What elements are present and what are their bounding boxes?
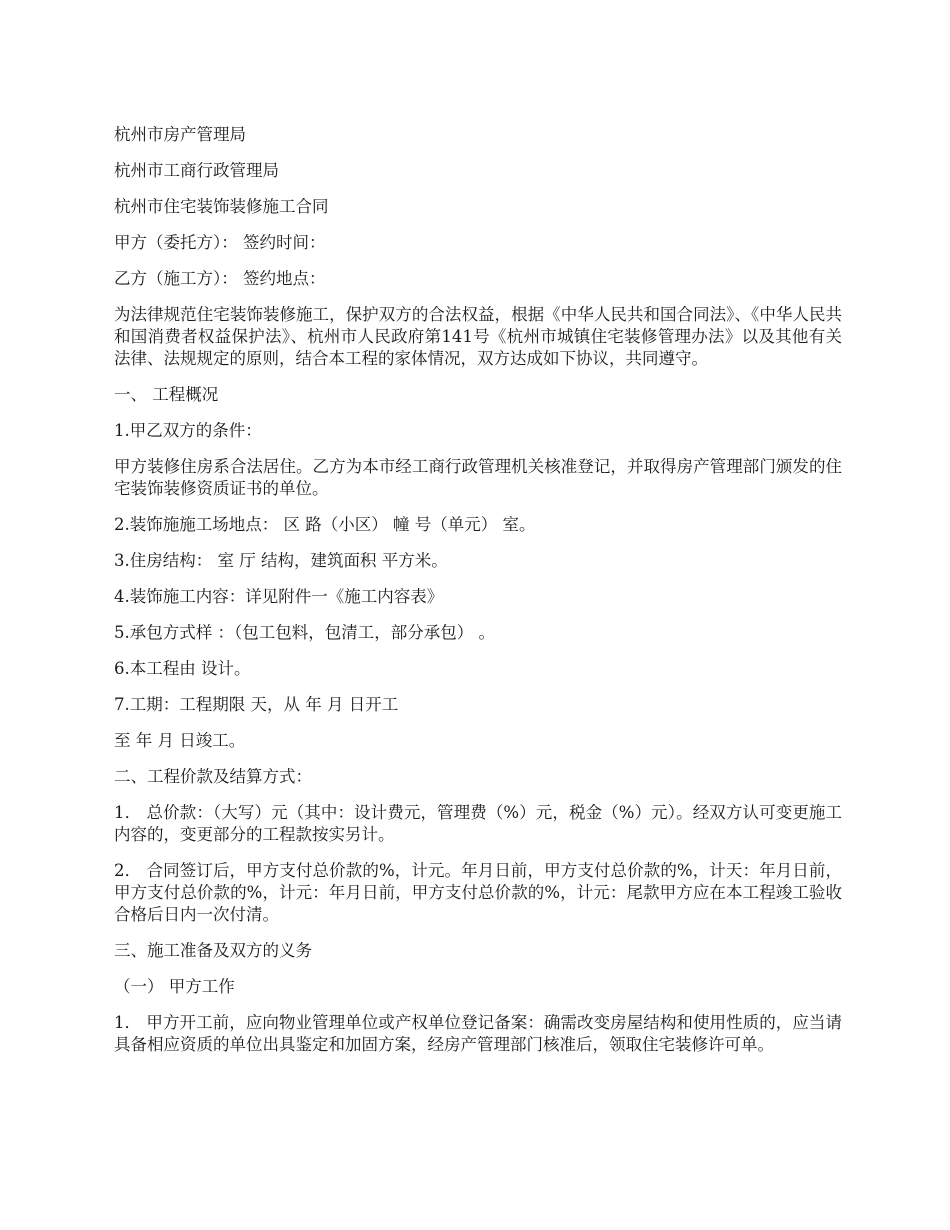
- section-heading-overview: 一、 工程概况: [114, 385, 219, 404]
- clause-4-content: 4.装饰施工内容：详见附件一《施工内容表》: [114, 587, 444, 606]
- clause-6-design: 6.本工程由 设计。: [114, 659, 251, 678]
- clause-5-contract-method: 5.承包方式样 ：（包工包料，包清工，部分承包） 。: [114, 623, 495, 642]
- clause-7-duration: 7.工期：工程期限 天，从 年 月 日开工: [114, 695, 399, 714]
- contract-title: 杭州市住宅装饰装修施工合同: [114, 197, 329, 216]
- party-b-line: 乙方（施工方）： 签约地点：: [114, 269, 326, 288]
- section-heading-price: 二、工程价款及结算方式：: [114, 767, 312, 786]
- conditions-paragraph: 甲方装修住房系合法居住。乙方为本市经工商行政管理机关核准登记，并取得房产管理部门颁发的住宅装饰装修资质证书的单位。: [114, 457, 842, 498]
- price-clause-1: 1． 总价款：（大写）元（其中：设计费元，管理费（%）元，税金（%）元）。经双方认可变更施工内容的，变更部分的工程款按实另计。: [114, 803, 842, 844]
- section-heading-preparation: 三、施工准备及双方的义务: [114, 941, 312, 960]
- clause-1-conditions: 1.甲乙双方的条件：: [114, 421, 262, 440]
- issuer-commerce-bureau: 杭州市工商行政管理局: [114, 161, 279, 180]
- document-page: [114, 124, 842, 1070]
- preamble-paragraph: 为法律规范住宅装饰装修施工，保护双方的合法权益，根据《中华人民共和国合同法》、《中华人民共和国消费者权益保护法》、杭州市人民政府第141号《杭州市城镇住宅装修管理办法》以及其他有关法律、法规规定的原则，结合本工程的家体情况，双方达成如下协议，共同遵守。: [114, 305, 842, 368]
- party-a-line: 甲方（委托方）： 签约时间：: [114, 233, 326, 252]
- clause-3-structure: 3.住房结构： 室 厅 结构，建筑面积 平方米。: [114, 551, 448, 570]
- subsection-heading-party-a: （一） 甲方工作: [114, 977, 235, 996]
- price-clause-2: 2． 合同签订后，甲方支付总价款的%，计元。年月日前，甲方支付总价款的%，计天：年月日前，甲方支付总价款的%，计元：年月日前，甲方支付总价款的%，计元：尾款甲方应在本工程竣工验收合格后日内一次付清。: [114, 861, 842, 924]
- party-a-duty-1: 1． 甲方开工前，应向物业管理单位或产权单位登记备案：确需改变房屋结构和使用性质的，应当请具备相应资质的单位出具鉴定和加固方案，经房产管理部门核准后，领取住宅装修许可单。: [114, 1013, 842, 1054]
- clause-2-site: 2.装饰施施工场地点： 区 路（小区） 幢 号（单元） 室。: [114, 515, 536, 534]
- clause-7-completion: 至 年 月 日竣工。: [114, 731, 246, 750]
- issuer-housing-bureau: 杭州市房产管理局: [114, 125, 246, 144]
